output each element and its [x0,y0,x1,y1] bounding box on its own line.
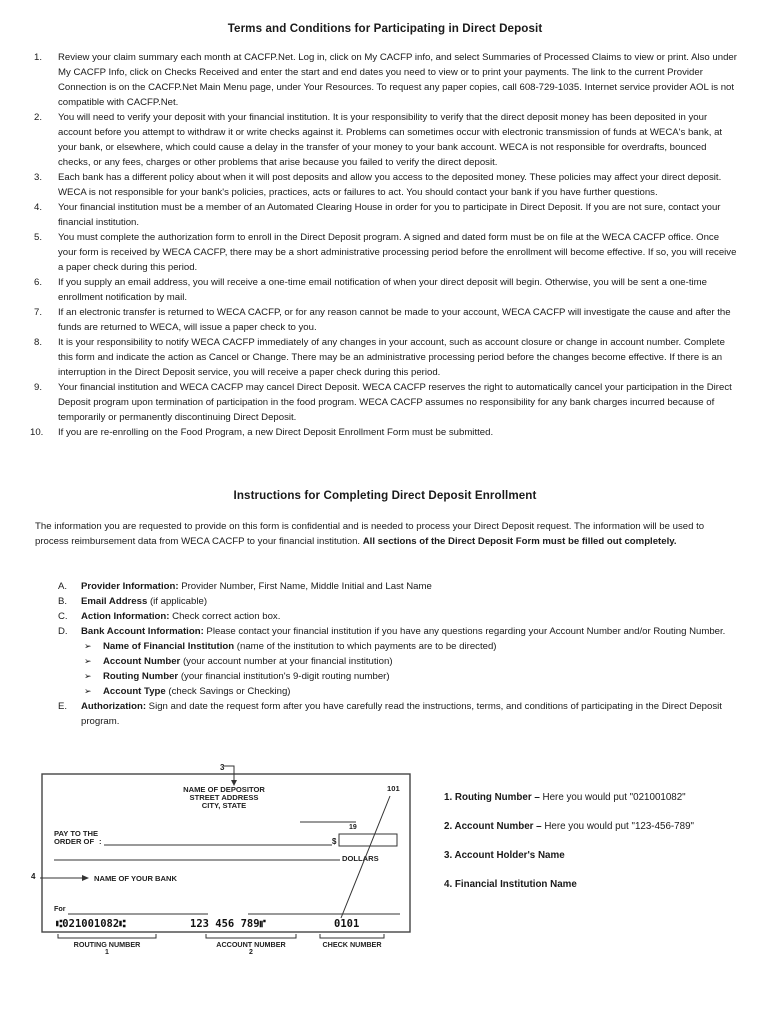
dollars-label: DOLLARS [342,854,379,863]
check-legend [444,790,744,906]
routing-bracket [58,934,156,938]
bank-info-subitem [81,654,738,669]
memo-label: For [54,904,66,913]
terms-item-number: 1. [34,52,43,63]
terms-item [30,305,740,335]
terms-item-text: You will need to verify your deposit with your financial institution. It is your responsibility to verify that the direct deposit money has been deposited in your account before you attempt to withdraw it or write checks against it. Problems can sometimes occur with electronic transmission of funds at WECA's bank, at your bank, or elsewhere, which could cause a delay in the transfer of your money to your bank account. WECA is not responsible for overdrafts, bounced checks, or any fees, charges or other problems that arise because you failed to verify the direct deposit. [58,112,723,168]
terms-item [30,425,740,440]
terms-item-text: If an electronic transfer is returned to WECA CACFP, or for any reason cannot be made to your account, WECA CACFP will investigate the cause and after the funds are returned to WECA, will issue a paper check to you. [58,307,731,333]
subitem-label: Routing Number [103,671,179,682]
terms-item-text: You must complete the authorization form to enroll in the Direct Deposit program. A signed and dated form must be on file at the WECA CACFP office. Once your form is received by WECA CACFP, there may be a short administrative processing period before the enrollment will become effective. If so, you will receive a paper check during this period. [58,232,737,273]
bank-info-subitem [81,684,738,699]
check-number-bracket [320,934,384,938]
account-bracket [206,934,296,938]
callout-3-label: 3 [220,763,225,772]
legend-label: 3. Account Holder's Name [444,850,565,861]
step-letter: D. [58,626,68,637]
terms-item [30,110,740,170]
micr-routing: ⑆021001082⑆ [56,918,126,930]
subitem-text: (your financial institution's 9-digit routing number) [178,671,390,682]
step-item [58,699,738,729]
bank-info-sublist [81,639,738,699]
terms-item-number: 8. [34,337,43,348]
micr-account: 123 456 789⑈ [190,918,266,930]
subitem-label: Name of Financial Institution [103,641,235,652]
legend-item [444,848,744,863]
depositor-city: CITY, STATE [201,801,247,810]
depositor-name: NAME OF DEPOSITOR [183,785,265,794]
terms-item-number: 3. [34,172,43,183]
subitem-text: (your account number at your financial institution) [180,656,393,667]
instructions-title: Instructions for Completing Direct Deposit Enrollment [233,489,537,502]
step-letter: A. [58,581,68,592]
step-label: Email Address [81,596,148,607]
step-letter: E. [58,701,68,712]
legend-item [444,790,744,805]
terms-list [30,50,740,440]
sample-check-illustration [38,756,412,954]
legend-item [444,877,744,892]
pay-to-label-line2: ORDER OF [54,837,95,846]
step-text: Provider Number, First Name, Middle Initial and Last Name [178,581,432,592]
terms-item [30,380,740,425]
check-number-caption: CHECK NUMBER [322,940,382,949]
subitem-label: Account Type [103,686,166,697]
step-item [58,624,738,699]
intro-bold-text: All sections of the Direct Deposit Form must be filled out completely. [362,536,677,547]
instructions-steps [58,579,738,729]
pay-to-label-line1: PAY TO THE [54,829,99,838]
callout-1-label: 1 [105,949,109,954]
legend-text: Here you would put "123-456-789" [541,821,694,832]
terms-item-number: 10. [30,427,44,438]
instructions-intro [35,519,735,549]
step-letter: B. [58,596,68,607]
bank-info-subitem [81,669,738,684]
terms-item-text: Each bank has a different policy about when it will post deposits and allow you access to the deposited money. These policies may affect your direct deposit. WECA is not responsible for your bank's policies, practices, acts or failures to act. You should contact your bank if you have further questions. [58,172,722,198]
terms-item-text: If you are re-enrolling on the Food Program, a new Direct Deposit Enrollment Form must be submitted. [58,427,494,438]
legend-text: Here you would put "021001082" [539,792,686,803]
terms-item-text: If you supply an email address, you will receive a one-time email notification of when your direct deposit will begin. Otherwise, you will be sent a one-time enrollment notification by mail. [58,277,707,303]
legend-label: 1. Routing Number – [444,792,540,803]
terms-item-number: 9. [34,382,43,393]
terms-item-number: 4. [34,202,43,213]
terms-title: Terms and Conditions for Participating in Direct Deposit [227,22,543,35]
date-year-prefix: 19 [349,824,357,831]
terms-item [30,335,740,380]
terms-item-number: 6. [34,277,43,288]
step-text: Sign and date the request form after you have carefully read the instructions, terms, and conditions of participating in the Direct Deposit program. [81,701,722,727]
micr-check: 0101 [334,918,360,930]
step-text: Check correct action box. [169,611,281,622]
subitem-label: Account Number [103,656,181,667]
step-letter: C. [58,611,68,622]
sample-check-drawing [38,756,412,954]
terms-item-number: 2. [34,112,43,123]
subitem-text: (check Savings or Checking) [165,686,291,697]
bank-name-label: NAME OF YOUR BANK [94,874,177,883]
legend-label: 2. Account Number – [444,821,542,832]
terms-item [30,275,740,305]
step-label: Bank Account Information: [81,626,204,637]
step-label: Provider Information: [81,581,179,592]
step-text: (if applicable) [147,596,208,607]
pay-to-colon: : [99,837,102,846]
step-label: Action Information: [81,611,170,622]
terms-item-number: 7. [34,307,43,318]
arrow-bullet-icon: ➢ [84,686,92,696]
terms-item [30,170,740,200]
routing-number-caption: ROUTING NUMBER [73,940,141,949]
step-item [58,579,738,594]
callout-2-label: 2 [249,949,253,954]
arrow-bullet-icon: ➢ [84,656,92,666]
arrow-bullet-icon: ➢ [84,641,92,651]
step-text: Please contact your financial institution if you have any questions regarding your Account Number and/or Routing Number. [203,626,726,637]
step-item [58,609,738,624]
terms-item [30,200,740,230]
step-item [58,594,738,609]
subitem-text: (name of the institution to which payments are to be directed) [234,641,497,652]
account-number-caption: ACCOUNT NUMBER [216,940,286,949]
callout-4-label: 4 [31,872,36,881]
depositor-address: STREET ADDRESS [189,793,259,802]
terms-item [30,50,740,110]
terms-item-text: It is your responsibility to notify WECA CACFP immediately of any changes in your account, such as account closure or change in account number. Complete this form and indicate the action as Cancel or Change. There may be an administrative processing period before the changes become effective. If there is an interruption in the Direct Deposit service, you will receive a paper check during this period. [58,337,725,378]
arrow-bullet-icon: ➢ [84,671,92,681]
legend-label: 4. Financial Institution Name [444,879,577,890]
bank-info-subitem [81,639,738,654]
terms-item-text: Review your claim summary each month at CACFP.Net. Log in, click on My CACFP info, and select Summaries of Processed Claims to view or print. Also under My CACFP Info, click on Checks Received and enter the start and end dates you need to view or to print your payments. The link to the current Provider Connection is on the CACFP.Net Main Menu page, under Your Resources. To request any paper copies, call 608-729-1035. Internet service provider AOL is not compatible with CACFP.Net. [58,52,737,108]
check-number-top: 101 [387,784,400,793]
terms-item-text: Your financial institution and WECA CACFP may cancel Direct Deposit. WECA CACFP reserves the right to automatically cancel your participation in the Direct Deposit program upon termination of participation in the food program. WECA CACFP assumes no responsibility for any bank charges incurred because of temporarily or permanently discontinuing Direct Deposit. [58,382,732,423]
terms-item [30,230,740,275]
intro-text: The information you are requested to provide on this form is confidential and is needed to process your Direct Deposit request. The information will be used to process reimbursement data from WECA CACFP to your financial institution. [35,521,705,547]
step-label: Authorization: [81,701,147,712]
legend-item [444,819,744,834]
terms-item-text: Your financial institution must be a member of an Automated Clearing House in order for you to participate in Direct Deposit. If you are not sure, contact your financial institution. [58,202,721,228]
dollar-sign: $ [332,837,337,846]
terms-item-number: 5. [34,232,43,243]
